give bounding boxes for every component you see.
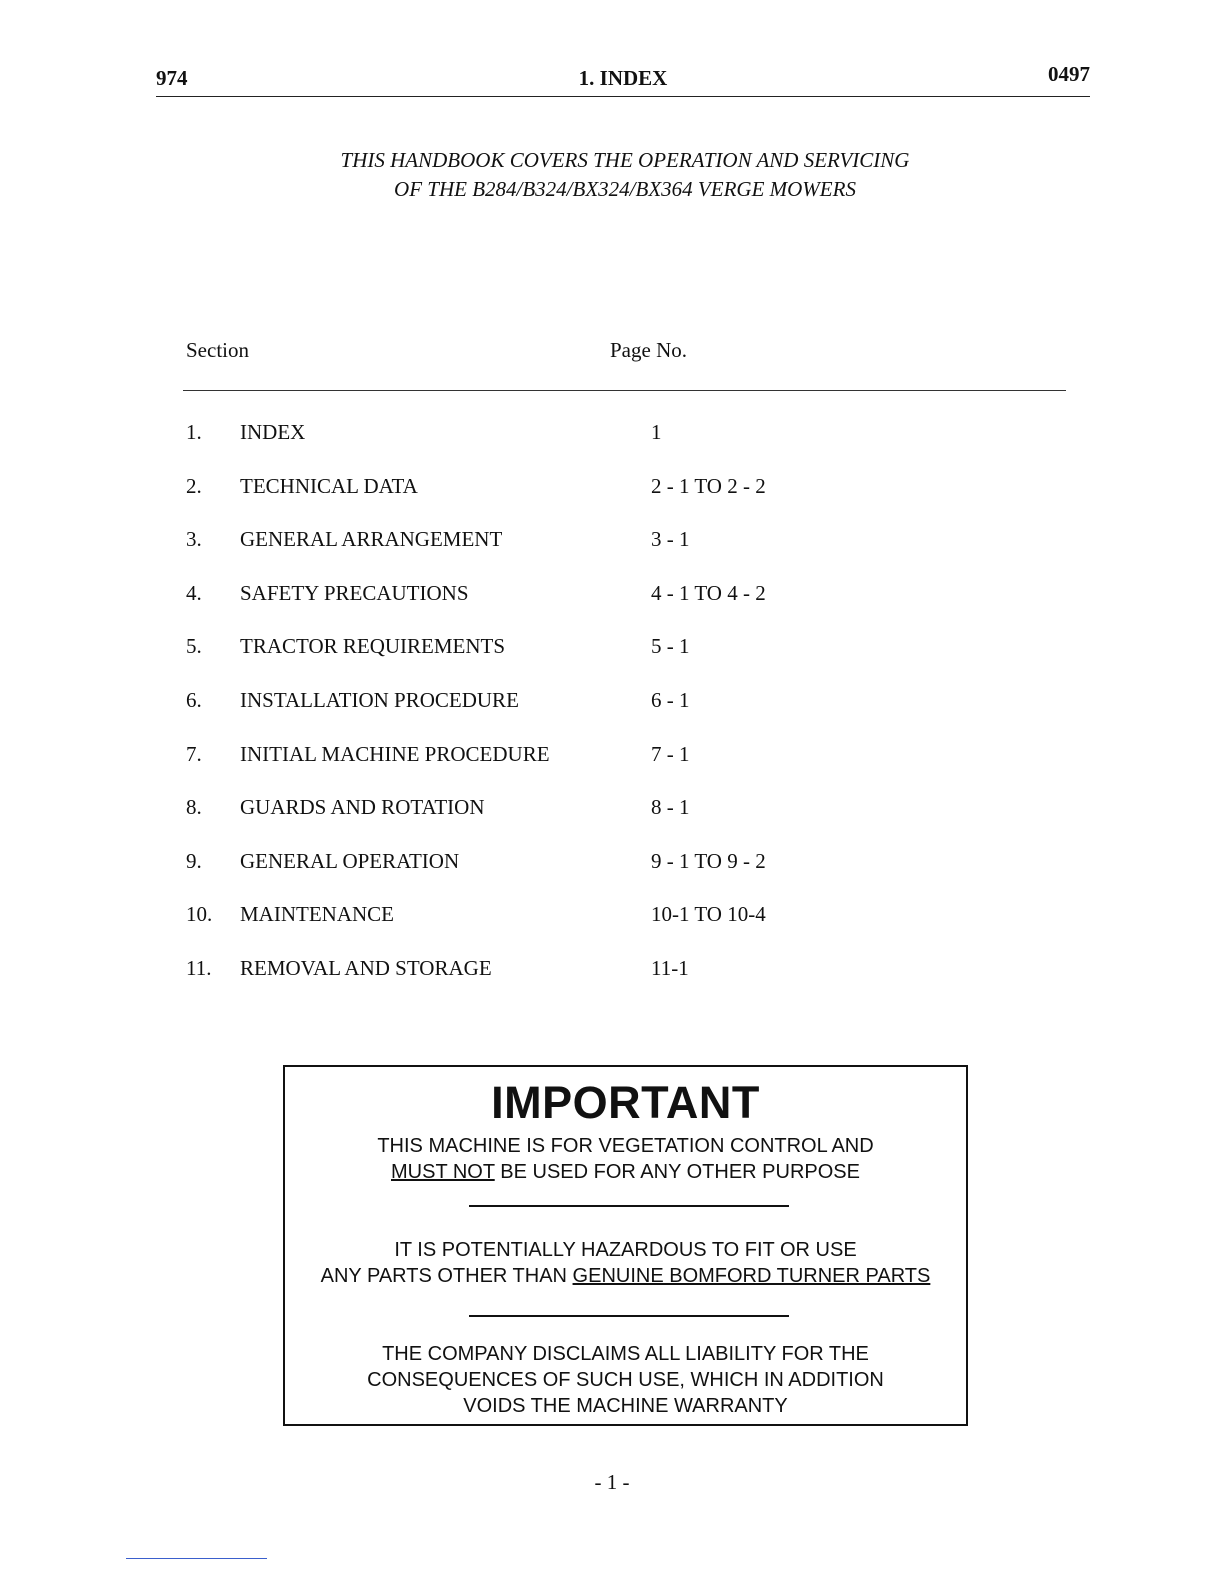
notice-parts-line-2 bbox=[285, 1263, 966, 1289]
handbook-intro bbox=[180, 146, 1070, 204]
toc-title: TRACTOR REQUIREMENTS bbox=[240, 634, 506, 659]
notice-liability-line-2: CONSEQUENCES OF SUCH USE, WHICH IN ADDITION bbox=[367, 1369, 884, 1391]
toc-number: 11. bbox=[186, 955, 212, 980]
toc-row bbox=[186, 527, 886, 581]
document-code: 974 bbox=[156, 66, 188, 90]
page-header bbox=[156, 62, 1090, 97]
table-of-contents bbox=[186, 420, 886, 1010]
toc-number: 5. bbox=[186, 634, 202, 659]
toc-divider bbox=[183, 390, 1066, 391]
toc-number: 10. bbox=[186, 902, 213, 927]
intro-line-2: OF THE B284/B324/BX324/BX364 VERGE MOWERS bbox=[394, 177, 856, 201]
toc-page: 11-1 bbox=[651, 955, 689, 980]
intro-line-1: THIS HANDBOOK COVERS THE OPERATION AND SERVICING bbox=[340, 148, 910, 172]
important-title: IMPORTANT bbox=[491, 1077, 760, 1128]
genuine-parts-emphasis: GENUINE BOMFORD TURNER PARTS bbox=[572, 1265, 931, 1287]
toc-number: 9. bbox=[186, 848, 202, 873]
toc-row bbox=[186, 420, 886, 474]
toc-page: 7 - 1 bbox=[651, 741, 690, 766]
notice-purpose-line-1: THIS MACHINE IS FOR VEGETATION CONTROL AND bbox=[377, 1135, 874, 1157]
toc-row bbox=[186, 688, 886, 742]
toc-title: GENERAL OPERATION bbox=[240, 848, 460, 873]
toc-title: INSTALLATION PROCEDURE bbox=[240, 687, 519, 712]
toc-title: GENERAL ARRANGEMENT bbox=[240, 527, 503, 552]
toc-page: 3 - 1 bbox=[651, 527, 690, 552]
toc-row bbox=[186, 742, 886, 796]
toc-page: 9 - 1 TO 9 - 2 bbox=[651, 848, 766, 873]
notice-liability-line-1: THE COMPANY DISCLAIMS ALL LIABILITY FOR THE bbox=[382, 1343, 869, 1365]
scan-artifact-line bbox=[126, 1558, 267, 1559]
toc-row bbox=[186, 474, 886, 528]
toc-page-header: Page No. bbox=[610, 338, 687, 362]
toc-number: 6. bbox=[186, 687, 202, 712]
page-title: 1. INDEX bbox=[578, 66, 668, 90]
notice-purpose-line-2-rest: BE USED FOR ANY OTHER PURPOSE bbox=[494, 1161, 860, 1183]
toc-section-header: Section bbox=[186, 338, 249, 362]
toc-page: 5 - 1 bbox=[651, 634, 690, 659]
revision-code: 0497 bbox=[1048, 62, 1090, 86]
toc-row bbox=[186, 849, 886, 903]
notice-purpose bbox=[285, 1133, 966, 1185]
toc-title: GUARDS AND ROTATION bbox=[240, 795, 485, 820]
toc-number: 3. bbox=[186, 527, 202, 552]
notice-divider bbox=[469, 1315, 789, 1317]
toc-title: SAFETY PRECAUTIONS bbox=[240, 580, 469, 605]
toc-page: 1 bbox=[651, 420, 662, 444]
toc-row bbox=[186, 956, 886, 1010]
notice-liability bbox=[285, 1341, 966, 1419]
toc-row bbox=[186, 795, 886, 849]
notice-parts-prefix: ANY PARTS OTHER THAN bbox=[320, 1265, 573, 1287]
toc-title: INITIAL MACHINE PROCEDURE bbox=[240, 741, 550, 766]
toc-number: 1. bbox=[186, 420, 202, 444]
toc-title: TECHNICAL DATA bbox=[240, 473, 418, 498]
notice-parts bbox=[285, 1237, 966, 1289]
toc-page: 10-1 TO 10-4 bbox=[651, 902, 766, 927]
must-not-emphasis: MUST NOT bbox=[391, 1161, 495, 1183]
toc-title: MAINTENANCE bbox=[240, 902, 394, 927]
notice-divider bbox=[469, 1205, 789, 1207]
notice-purpose-line-2 bbox=[285, 1159, 966, 1185]
notice-parts-line-1: IT IS POTENTIALLY HAZARDOUS TO FIT OR USE bbox=[394, 1239, 857, 1261]
toc-page: 2 - 1 TO 2 - 2 bbox=[651, 473, 766, 498]
toc-row bbox=[186, 581, 886, 635]
toc-number: 2. bbox=[186, 473, 202, 498]
toc-number: 7. bbox=[186, 741, 202, 766]
page-number: - 1 - bbox=[594, 1470, 630, 1494]
toc-page: 8 - 1 bbox=[651, 795, 690, 820]
toc-row bbox=[186, 902, 886, 956]
toc-title: REMOVAL AND STORAGE bbox=[240, 955, 492, 980]
toc-page: 4 - 1 TO 4 - 2 bbox=[651, 580, 766, 605]
toc-number: 4. bbox=[186, 580, 202, 605]
toc-number: 8. bbox=[186, 795, 202, 820]
notice-liability-line-3: VOIDS THE MACHINE WARRANTY bbox=[463, 1395, 788, 1417]
toc-page: 6 - 1 bbox=[651, 687, 690, 712]
toc-title: INDEX bbox=[240, 420, 306, 444]
important-notice-box bbox=[283, 1065, 968, 1426]
toc-row bbox=[186, 634, 886, 688]
